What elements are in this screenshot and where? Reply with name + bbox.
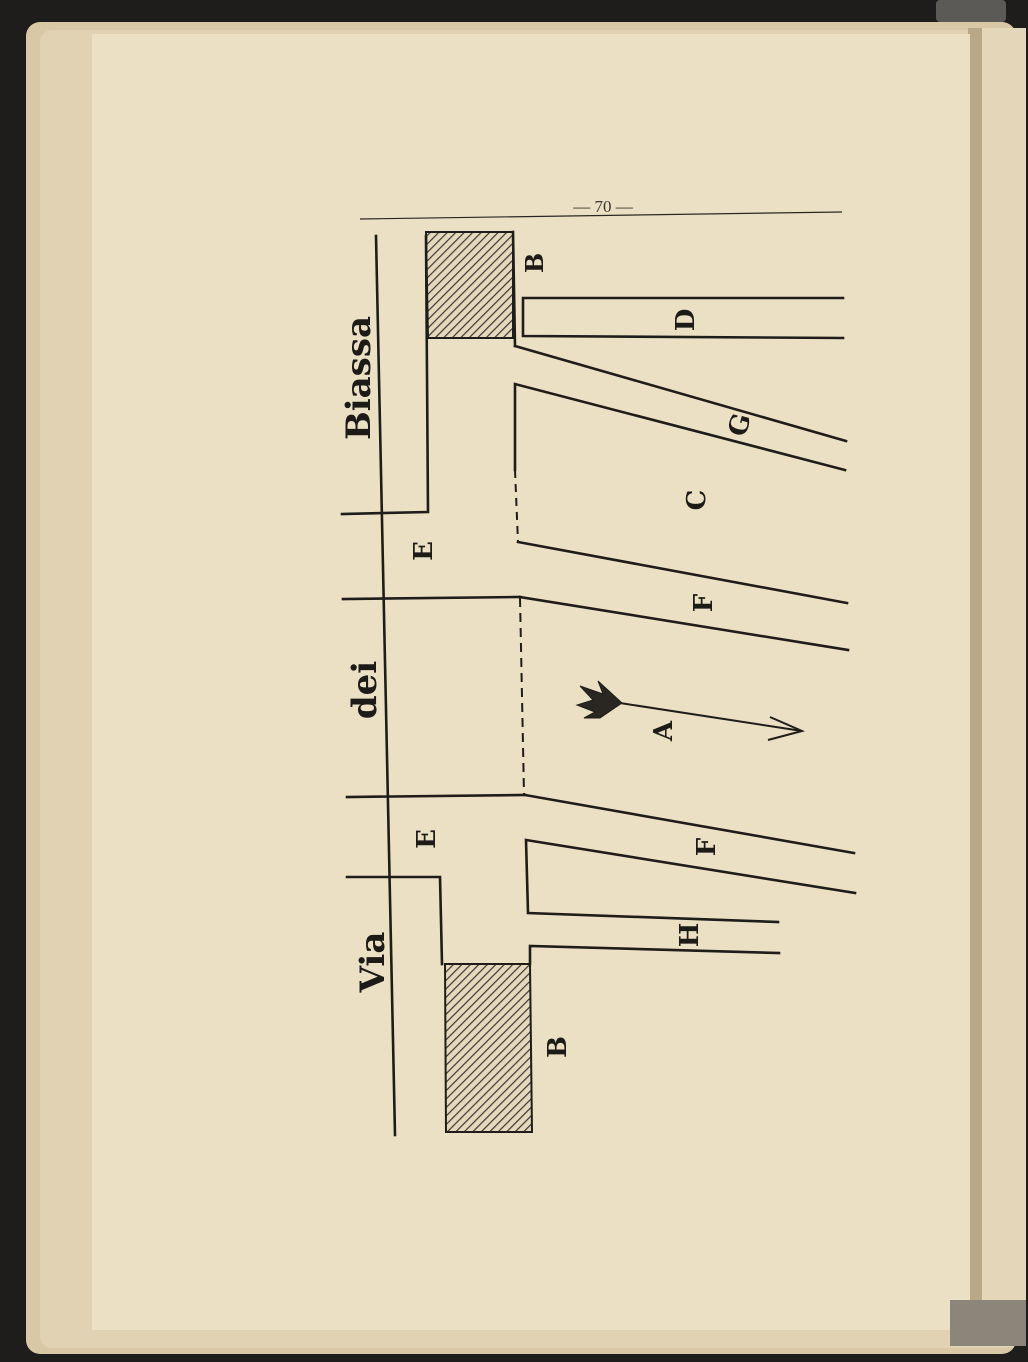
label-a: A xyxy=(649,720,679,742)
label-f-upper: F xyxy=(689,593,719,613)
label-b-bottom: B xyxy=(543,1036,573,1058)
label-d: D xyxy=(671,308,701,332)
binding-strip xyxy=(950,1300,1026,1346)
page-number: — 70 — xyxy=(573,197,633,216)
clip-top xyxy=(936,0,1006,22)
label-f-lower: F xyxy=(692,837,722,857)
label-b-top: B xyxy=(520,252,549,274)
gutter-shadow xyxy=(968,28,982,1338)
label-e-upper: E xyxy=(409,541,439,561)
building-block-top xyxy=(426,232,513,338)
label-g: G xyxy=(722,410,758,440)
label-e-lower: E xyxy=(412,829,442,849)
street-label-dei: dei xyxy=(345,660,385,720)
label-h: H xyxy=(675,922,705,948)
label-c: C xyxy=(682,489,712,511)
page-paper xyxy=(92,34,970,1330)
street-label-biassa: Biassa xyxy=(339,316,379,440)
street-label-via: Via xyxy=(353,931,393,993)
building-block-bottom xyxy=(445,964,532,1132)
